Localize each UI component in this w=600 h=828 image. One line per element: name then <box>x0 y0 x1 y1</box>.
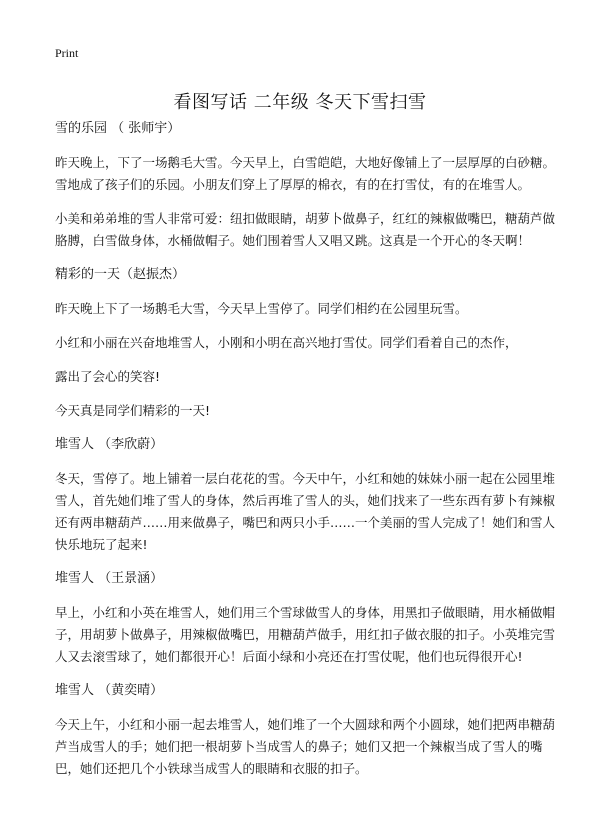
paragraph: 冬天，雪停了。地上铺着一层白花花的雪。今天中午，小红和她的妹妹小丽一起在公园里堆雪人，首先她们堆了雪人的身体，然后再堆了雪人的头，她们找来了一些东西有萝卜有辣椒还有两串糖葫芦……用来做鼻子，嘴巴和两只小手……一个美丽的雪人完成了！她们和雪人快乐地玩了起来! <box>55 471 556 552</box>
paragraph: 小红和小丽在兴奋地堆雪人，小刚和小明在高兴地打雪仗。同学们看着自己的杰作， <box>55 335 518 350</box>
print-link[interactable]: Print <box>55 46 79 60</box>
paragraph: 小美和弟弟堆的雪人非常可爱：纽扣做眼睛，胡萝卜做鼻子，红红的辣椒做嘴巴，糖葫芦做胳膊，白雪做身体，水桶做帽子。她们围着雪人又唱又跳。这真是一个开心的冬天啊！ <box>55 211 556 248</box>
paragraph: 今天上午，小红和小丽一起去堆雪人，她们堆了一个大圆球和两个小圆球，她们把两串糖葫芦当成雪人的手；她们把一根胡萝卜当成雪人的鼻子；她们又把一个辣椒当成了雪人的嘴巴，她们还把几个小铁球当成雪人的眼睛和衣服的扣子。 <box>55 717 556 776</box>
paragraph: 露出了会心的笑容! <box>55 369 161 384</box>
paragraph: 昨天晚上，下了一场鹅毛大雪。今天早上，白雪皑皑，大地好像铺上了一层厚厚的白砂糖。雪地成了孩子们的乐园。小朋友们穿上了厚厚的棉衣，有的在打雪仗，有的在堆雪人。 <box>55 155 556 192</box>
section-heading-snowman-huang: 堆雪人 （黄奕晴） <box>55 683 164 698</box>
section-heading-snow-park: 雪的乐园 （ 张师宇） <box>55 121 181 136</box>
section-heading-snowman-li: 堆雪人 （李欣蔚） <box>55 437 164 452</box>
page-title: 看图写话 二年级 冬天下雪扫雪 <box>173 92 427 114</box>
article-body <box>55 118 555 792</box>
section-heading-wonderful-day: 精彩的一天（赵振杰） <box>55 267 186 282</box>
paragraph: 昨天晚上下了一场鹅毛大雪，今天早上雪停了。同学们相约在公园里玩雪。 <box>55 301 468 316</box>
paragraph: 今天真是同学们精彩的一天! <box>55 403 211 418</box>
section-heading-snowman-wang: 堆雪人 （王景涵） <box>55 571 164 586</box>
paragraph: 早上，小红和小英在堆雪人，她们用三个雪球做雪人的身体，用黑扣子做眼睛，用水桶做帽子，用胡萝卜做鼻子，用辣椒做嘴巴，用糖葫芦做手，用红扣子做衣服的扣子。小英堆完雪人又去滚雪球了，她们都很开心！后面小绿和小亮还在打雪仗呢，他们也玩得很开心! <box>55 605 556 664</box>
